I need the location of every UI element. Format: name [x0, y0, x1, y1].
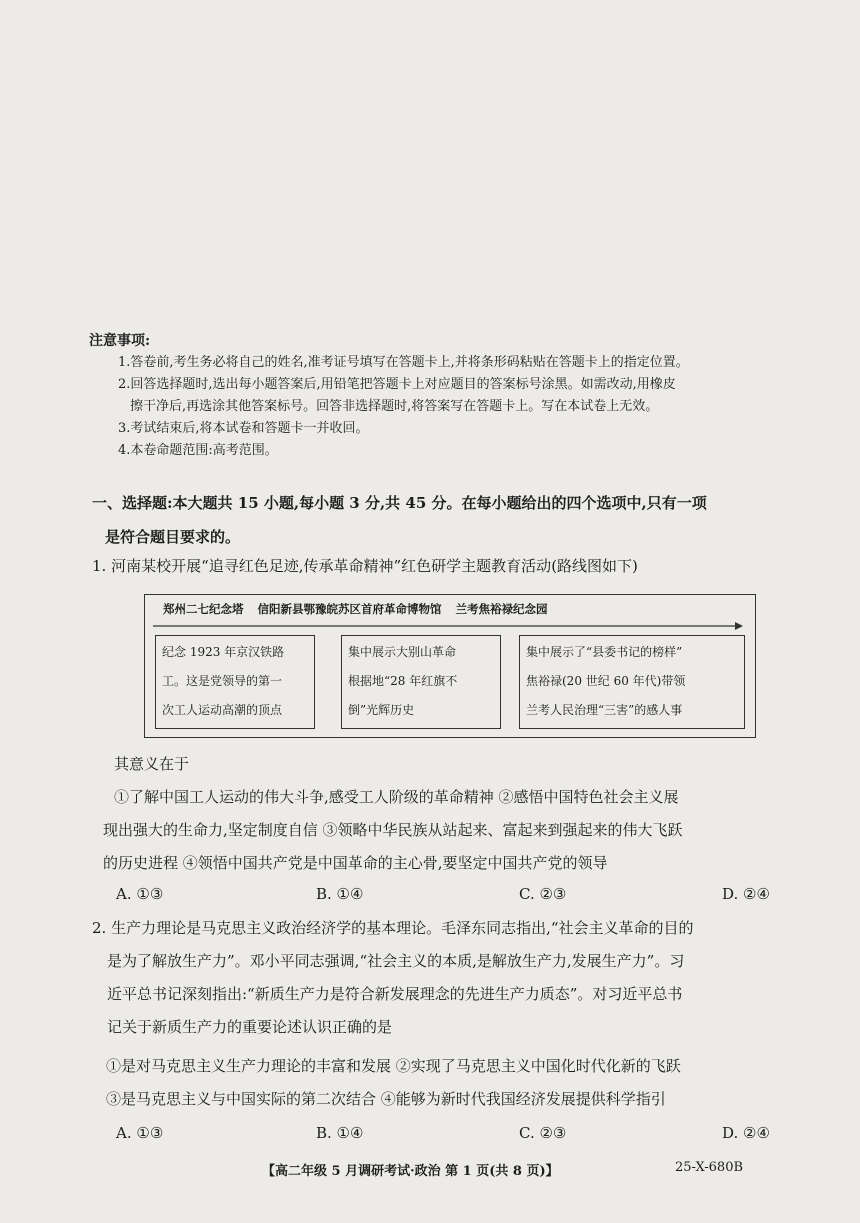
option-b[interactable]: B. ①④ [316, 1124, 364, 1142]
question-1-options [116, 885, 796, 909]
question-2-stem [92, 912, 802, 1044]
section-heading-line: 是符合题目要求的。 [105, 528, 241, 546]
exam-code: 25-X-680B [675, 1160, 744, 1175]
route-box-lankao [519, 635, 745, 729]
route-box-line: 集中展示了“县委书记的榜样” [526, 645, 683, 659]
notice-item: 2.回答选择题时,选出每小题答案后,用铅笔把答题卡上对应题目的答案标号涂黑。如需改动,用橡皮 [118, 377, 676, 392]
route-box-line: 纪念 1923 年京汉铁路 [162, 645, 285, 659]
question-2-options [116, 1124, 796, 1148]
stem-line: 近平总书记深刻指出:“新质生产力是符合新发展理念的先进生产力质态”。对习近平总书 [107, 985, 683, 1003]
question-item-line: 的历史进程 ④领悟中国共产党是中国革命的主心骨,要坚定中国共产党的领导 [103, 854, 608, 872]
route-box-line: 焦裕禄(20 世纪 60 年代)带领 [526, 674, 686, 688]
route-box-line: 倒”光辉历史 [348, 703, 415, 717]
route-box-line: 工。这是党领导的第一 [162, 674, 283, 688]
notice-title: 注意事项: [89, 333, 151, 349]
route-station: 信阳新县鄂豫皖苏区首府革命博物馆 [257, 602, 442, 616]
option-b[interactable]: B. ①④ [316, 885, 364, 903]
question-2-items [106, 1050, 806, 1116]
option-a[interactable]: A. ①③ [116, 1124, 164, 1142]
question-item-line: ③是马克思主义与中国实际的第二次结合 ④能够为新时代我国经济发展提供科学指引 [106, 1090, 666, 1108]
question-item-line: 现出强大的生命力,坚定制度自信 ③领略中华民族从站起来、富起来到强起来的伟大飞跃 [103, 821, 683, 839]
notice-item: 4.本卷命题范围:高考范围。 [118, 443, 278, 458]
section-heading-line: 一、选择题:本大题共 15 小题,每小题 3 分,共 45 分。在每小题给出的四个选项中,只有一项 [92, 494, 707, 512]
option-c[interactable]: C. ②③ [519, 885, 567, 903]
notice-block [89, 330, 798, 462]
notice-item: 3.考试结束后,将本试卷和答题卡一并收回。 [118, 421, 369, 436]
page-footer: 【高二年级 5 月调研考试·政治 第 1 页(共 8 页)】 [262, 1164, 559, 1179]
route-box-xinyang [341, 635, 501, 729]
question-item-line: ①了解中国工人运动的伟大斗争,感受工人阶级的革命精神 ②感悟中国特色社会主义展 [114, 788, 679, 806]
route-station: 兰考焦裕禄纪念园 [455, 602, 548, 616]
option-d[interactable]: D. ②④ [722, 885, 770, 903]
option-c[interactable]: C. ②③ [519, 1124, 567, 1142]
option-d[interactable]: D. ②④ [722, 1124, 770, 1142]
stem-line: 是为了解放生产力”。邓小平同志强调,“社会主义的本质,是解放生产力,发展生产力”。习 [107, 952, 685, 970]
question-ask: 其意义在于 [114, 755, 190, 773]
notice-item: 1.答卷前,考生务必将自己的姓名,准考证号填写在答题卡上,并将条形码粘贴在答题卡上的指定位置。 [118, 355, 689, 370]
route-box-line: 兰考人民治理“三害”的感人事 [526, 703, 683, 717]
route-box-line: 根据地“28 年红旗不 [348, 674, 458, 688]
section-heading [92, 486, 802, 554]
route-arrow [153, 621, 743, 631]
stem-line: 2. 生产力理论是马克思主义政治经济学的基本理论。毛泽东同志指出,“社会主义革命的目的 [92, 919, 694, 937]
notice-item: 擦干净后,再选涂其他答案标号。回答非选择题时,将答案写在答题卡上。写在本试卷上无效。 [130, 399, 659, 414]
question-item-line: ①是对马克思主义生产力理论的丰富和发展 ②实现了马克思主义中国化时代化新的飞跃 [106, 1057, 681, 1075]
option-a[interactable]: A. ①③ [116, 885, 164, 903]
route-station: 郑州二七纪念塔 [163, 602, 244, 616]
question-1-stem: 1. 河南某校开展“追寻红色足迹,传承革命精神”红色研学主题教育活动(路线图如下) [92, 557, 638, 575]
route-box-zhengzhou [155, 635, 315, 729]
route-box-line: 次工人运动高潮的顶点 [162, 703, 283, 717]
route-box-line: 集中展示大别山革命 [348, 645, 457, 659]
stem-line: 记关于新质生产力的重要论述认识正确的是 [107, 1018, 393, 1036]
route-diagram [144, 594, 756, 738]
question-1-items [103, 748, 804, 880]
route-stations [163, 601, 558, 617]
